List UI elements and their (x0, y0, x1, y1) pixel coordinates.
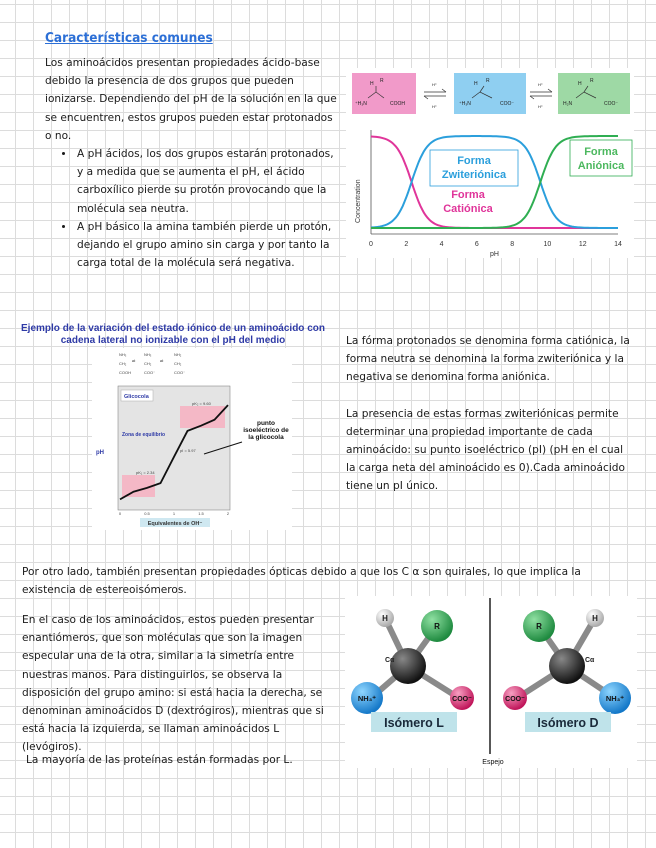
titration-caption: Ejemplo de la variación del estado iónico de un aminoácido con cadena lateral no ionizable con el pH del medio (21, 323, 325, 346)
pi-value-label: pI = 5.97 (180, 448, 196, 453)
struct-right-r: R (590, 78, 594, 84)
forms-names-paragraph: La fórma protonados se denomina forma catiónica, la forma neutra se denomina la forma zwiteriónica y la negativa se denomina forma aniónica. (346, 335, 630, 384)
pi-label-wrapper (240, 420, 292, 460)
forms-y-label: Concentration (355, 179, 362, 223)
cation-label-1: Forma (451, 189, 485, 201)
titration-svg (92, 348, 292, 530)
ph-bullet-list (45, 145, 340, 272)
titration-x-tick-2: 1 (172, 511, 176, 516)
struct-left-c: COOH (390, 101, 405, 107)
struct-left-r: R (380, 78, 384, 84)
struct-left-n: ⁺H₃N (355, 101, 367, 107)
figure-titration (92, 348, 292, 530)
d-nh3-label: NH₃⁺ (605, 694, 625, 703)
anion-label-2: Aniónica (577, 160, 625, 172)
section1-body (45, 54, 340, 272)
intro-paragraph: Los aminoácidos presentan propiedades ácido-base debido la presencia de dos grupos que pueden ionizarse. Dependiendo del pH de la solución en la que se encuentren, estos grupos pueden estar protonados o no. (45, 57, 337, 142)
figure-forms-chart (346, 68, 634, 258)
arrow-label-4: H⁺ (538, 104, 543, 109)
svg-text:NH₃: NH₃ (119, 352, 127, 357)
isomer-l-model (351, 609, 474, 714)
titration-x-tick-1: 0.5 (144, 511, 150, 516)
svg-text:NH₃: NH₃ (144, 352, 152, 357)
forms-x-tick-10: 10 (543, 241, 552, 248)
mirror-label: Espejo (482, 759, 504, 766)
cation-label-2: Catiónica (443, 203, 493, 215)
forms-x-tick-2: 2 (404, 241, 409, 248)
glicocola-label: Glicocola (124, 394, 149, 400)
titration-x-tick-3: 1.5 (198, 511, 204, 516)
struct-mid-c: COO⁻ (500, 101, 515, 107)
isoelectric-paragraph: La presencia de estas formas zwiteriónicas permite determinar una propiedad importante de cada aminoácido: su punto isoeléctrico (pI) (pH en el cual la carga neta del aminoácido es 0).Cada aminoácido tiene un pI único. (346, 407, 625, 493)
struct-right-c: COO⁻ (604, 101, 619, 107)
forms-x-label: pH (490, 251, 499, 258)
struct-mid-n: ⁺H₃N (459, 101, 471, 107)
titration-x-tick-4: 2 (226, 511, 230, 516)
isomers-svg (345, 596, 637, 768)
l-r-label: R (434, 622, 440, 631)
struct-mid-h: H (474, 81, 478, 87)
pi-annotation: punto isoeléctrico de la glicocola (243, 420, 289, 441)
enantiomer-paragraph: En el caso de los aminoácidos, estos pueden presentar enantiómeros, que son moléculas que son la imagen especular una de la otra, similar a la simetría entre nuestras manos. Para distinguirlos, se observa la disposición del grupo amino: si está hacia la derecha, se denominan aminoácidos D (dextrógiros), mientras que si está hacia la izquierda, se llaman aminoácidos L (levógiros). (22, 614, 324, 754)
forms-x-tick-6: 6 (474, 241, 479, 248)
l-ca-label: Cα (385, 657, 395, 664)
proteins-l-sentence: La mayoría de las proteínas están formadas por L. (26, 754, 293, 766)
bullet-acidic: • A pH ácidos, los dos grupos estarán protonados, y a medida que se aumenta el pH, el ácido carboxílico pierde su protón provocando que la molécula sea neutra. (75, 145, 340, 218)
forms-x-tick-8: 8 (510, 241, 515, 248)
isomer-l-label: Isómero L (384, 716, 444, 730)
titration-x-label: Equivalentes de OH⁻ (147, 521, 203, 527)
l-nh3-label: NH₃⁺ (357, 694, 377, 703)
d-ca-label: Cα (585, 657, 595, 664)
struct-mid-r: R (486, 78, 490, 84)
l-coo-label: COO⁻ (452, 696, 472, 703)
isomer-d-label: Isómero D (537, 716, 599, 730)
svg-text:CH₂: CH₂ (119, 361, 127, 366)
d-r-label: R (536, 622, 542, 631)
figure-isomers (345, 596, 637, 768)
isomer-d-model (503, 609, 631, 714)
l-h-label: H (382, 614, 388, 623)
svg-text:NH₂: NH₂ (174, 352, 182, 357)
d-alpha-carbon (549, 648, 585, 684)
svg-text:COO⁻: COO⁻ (174, 370, 186, 375)
svg-text:⇌: ⇌ (132, 358, 136, 363)
d-h-label: H (592, 614, 598, 623)
arrow-label-1: H⁺ (432, 82, 437, 87)
svg-text:COO⁻: COO⁻ (144, 370, 156, 375)
l-alpha-carbon (390, 648, 426, 684)
svg-text:COOH: COOH (119, 370, 131, 375)
bullet-basic: • A pH básico la amina también pierde un protón, dejando el grupo amino sin carga y por tanto la carga total de la molécula será negativa. (75, 218, 340, 273)
cation-structure-box (352, 73, 416, 114)
struct-left-h: H (370, 81, 374, 87)
forms-svg (346, 68, 634, 258)
forms-x-tick-12: 12 (578, 241, 587, 248)
equilibrium-arrow-1 (424, 89, 446, 99)
anion-structure-box (558, 73, 630, 114)
arrow-label-3: H⁺ (538, 82, 543, 87)
svg-text:⇌: ⇌ (160, 358, 164, 363)
optical-paragraph: Por otro lado, también presentan propiedades ópticas debido a que los C α son quirales, lo que implica la existencia de estereoisómeros. (22, 566, 581, 597)
section2-body (346, 332, 630, 496)
zwitter-label-2: Zwiteriónica (441, 169, 507, 181)
arrow-label-2: H⁺ (432, 104, 437, 109)
pk2-label: pK₂ = 9.60 (192, 401, 211, 406)
d-coo-label: COO⁻ (505, 696, 525, 703)
zwitterion-structure-box (454, 73, 526, 114)
struct-right-h: H (578, 81, 582, 87)
section-heading: Características comunes (45, 30, 213, 46)
svg-text:CH₂: CH₂ (144, 361, 152, 366)
forms-x-tick-0: 0 (369, 241, 373, 248)
svg-text:CH₂: CH₂ (174, 361, 182, 366)
struct-right-n: H₂N (563, 101, 573, 107)
forms-x-tick-14: 14 (614, 241, 622, 248)
forms-x-tick-4: 4 (439, 241, 444, 248)
anion-label-1: Forma (584, 146, 618, 158)
zwitter-label-1: Forma (457, 155, 491, 167)
ph-axis-label: pH (96, 450, 104, 456)
titration-x-tick-0: 0 (118, 511, 122, 516)
pk1-label: pK₁ = 2.34 (136, 470, 155, 475)
zone-label: Zona de equilibrio (122, 432, 166, 438)
equilibrium-arrow-2 (530, 89, 552, 99)
